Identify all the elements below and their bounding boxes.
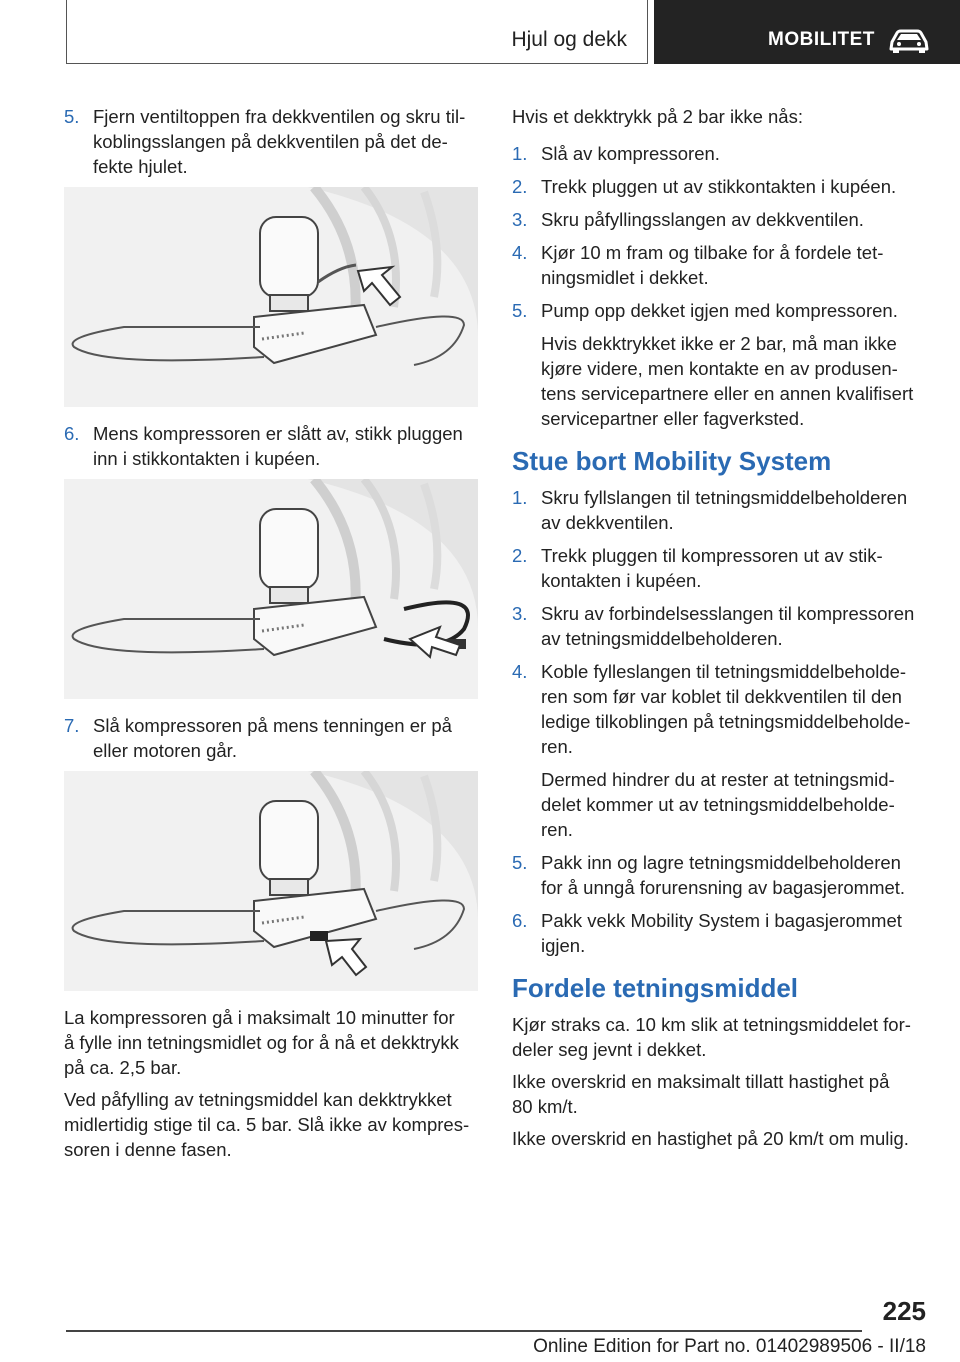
- paragraph-pressure-rise: Ved påfylling av tetningsmiddel kan dekktrykket midlertidig stige til ca. 5 bar. Slå ikke av kompres- soren i denne fasen.: [64, 1089, 470, 1160]
- section-title: Hjul og dekk: [511, 28, 627, 51]
- list-item: 6. Pakk vekk Mobility System i bagasjerommet igjen.: [512, 910, 902, 956]
- step-5: 5. Fjern ventiltoppen fra dekkventilen og skru til- koblingsslangen på dekkventilen på det de- fekte hjulet.: [64, 106, 466, 177]
- edition-footer: Online Edition for Part no. 01402989506 - II/18: [533, 1336, 926, 1357]
- heading-stow-mobility-system: Stue bort Mobility System: [512, 446, 832, 476]
- step-6: 6. Mens kompressoren er slått av, stikk pluggen inn i stikkontakten i kupéen.: [64, 423, 463, 469]
- intro-text: Hvis et dekktrykk på 2 bar ikke nås:: [512, 106, 803, 127]
- list-item: 1. Slå av kompressoren.: [512, 143, 720, 164]
- steps-pressure-not-reached: [512, 141, 928, 431]
- footer-divider: [66, 1330, 862, 1332]
- page-header: [0, 0, 960, 66]
- paragraph-drive: Kjør straks ca. 10 km slik at tetningsmiddelet for- deler seg jevnt i dekket.: [512, 1014, 911, 1060]
- step-7: 7. Slå kompressoren på mens tenningen er på eller motoren går.: [64, 715, 452, 761]
- list-item: 5. Pakk inn og lagre tetningsmiddelbeholderen for å unngå forurensning av bagasjerommet.: [512, 852, 906, 898]
- step-note: Hvis dekktrykket ikke er 2 bar, må man ikke kjøre videre, men kontakte en av produsen- tens servicepartnere eller en annen kvalifisert servicepartner eller fagverksted.: [541, 333, 914, 429]
- figure-plug-in: [64, 479, 478, 699]
- list-item: 5. Pump opp dekket igjen med kompressoren.: [512, 300, 898, 321]
- left-column: [64, 104, 478, 1169]
- heading-distribute-sealant: Fordele tetningsmiddel: [512, 973, 799, 1003]
- list-item: 2. Trekk pluggen ut av stikkontakten i kupéen.: [512, 176, 897, 197]
- chapter-title: MOBILITET: [768, 29, 875, 50]
- list-item: 3. Skru påfyllingsslangen av dekkventilen.: [512, 209, 864, 230]
- page-number: 225: [882, 1296, 926, 1326]
- steps-stow: [512, 485, 928, 958]
- list-item: 3. Skru av forbindelsesslangen til kompressoren av tetningsmiddelbeholderen.: [512, 603, 915, 649]
- paragraph-run-time: La kompressoren gå i maksimalt 10 minutter for å fylle inn tetningsmidlet og for å nå et dekktrykk på ca. 2,5 bar.: [64, 1007, 459, 1078]
- step-note: Dermed hindrer du at rester at tetningsmid- delet kommer ut av tetningsmiddelbeholde- ren.: [541, 769, 895, 840]
- list-item: 4. Koble fylleslangen til tetningsmiddelbeholde- ren som før var koblet til dekkventilen til den ledige tilkoblingen på tetningsmiddelbeholde- ren.: [512, 661, 911, 757]
- list-item: 2. Trekk pluggen til kompressoren ut av stik- kontakten i kupéen.: [512, 545, 883, 591]
- paragraph-speed-limit: Ikke overskrid en hastighet på 20 km/t om mulig.: [512, 1128, 909, 1149]
- paragraph-max-speed: Ikke overskrid en maksimalt tillatt hastighet på 80 km/t.: [512, 1071, 890, 1117]
- figure-connect-hose: [64, 187, 478, 407]
- section-tab: [66, 0, 648, 64]
- figure-switch-on: [64, 771, 478, 991]
- right-column: [512, 104, 928, 1158]
- car-icon: [888, 28, 930, 54]
- list-item: 1. Skru fyllslangen til tetningsmiddelbeholderen av dekkventilen.: [512, 487, 908, 533]
- chapter-tab: [654, 0, 960, 64]
- list-item: 4. Kjør 10 m fram og tilbake for å fordele tet- ningsmidlet i dekket.: [512, 242, 884, 288]
